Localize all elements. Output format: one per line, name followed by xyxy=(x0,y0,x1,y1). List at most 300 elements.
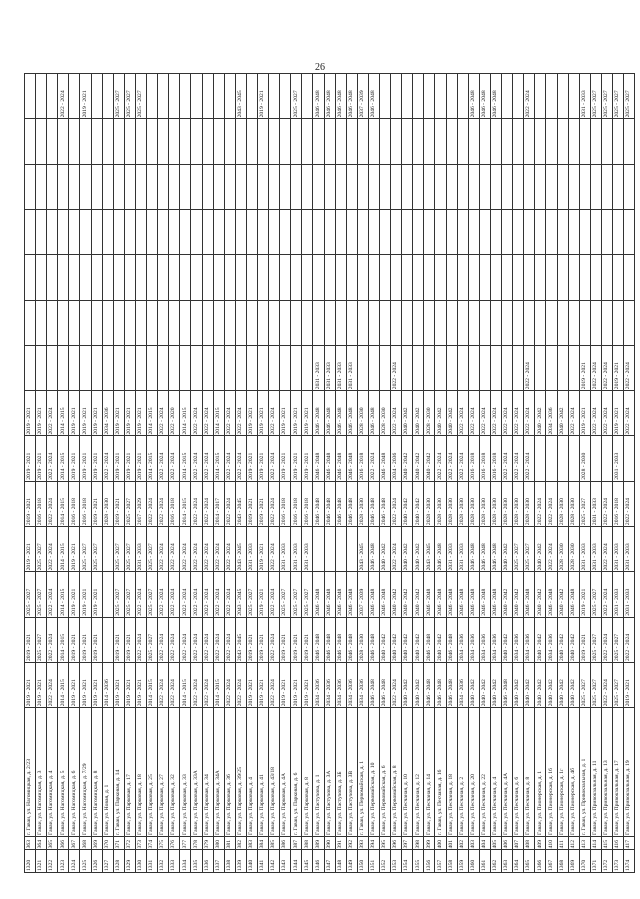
period-cell: 2043 - 2045 xyxy=(235,527,246,572)
period-cell: 2034 - 2036 xyxy=(546,391,557,436)
row-index-cell: 1350 xyxy=(357,850,368,873)
period-cell: 2034 - 2036 xyxy=(102,391,113,436)
period-cell xyxy=(158,300,169,345)
row-index-cell: 1348 xyxy=(335,850,346,873)
period-cell: 2022 - 2024 xyxy=(601,527,612,572)
period-cell: 2040 - 2042 xyxy=(402,662,413,707)
period-cell: 2025 - 2027 xyxy=(124,481,135,526)
period-cell: 2034 - 2036 xyxy=(457,617,468,662)
period-cell xyxy=(302,74,313,119)
period-cell: 2016 - 2018 xyxy=(468,436,479,481)
period-cell: 2019 - 2021 xyxy=(624,662,635,707)
period-cell: 2046 - 2048 xyxy=(424,572,435,617)
period-cell xyxy=(612,255,623,300)
period-cell: 2019 - 2021 xyxy=(257,662,268,707)
period-cell xyxy=(490,119,501,164)
row-index-cell: 1340 xyxy=(246,850,257,873)
period-cell xyxy=(579,210,590,255)
period-cell xyxy=(435,119,446,164)
period-cell: 2022 - 2024 xyxy=(202,527,213,572)
period-cell xyxy=(546,436,557,481)
period-cell xyxy=(169,74,180,119)
period-cell xyxy=(346,255,357,300)
period-cell: 2022 - 2024 xyxy=(391,662,402,707)
period-cell: 2014 - 2015 xyxy=(180,662,191,707)
row-index-cell: 1338 xyxy=(224,850,235,873)
period-cell: 2025 - 2027 xyxy=(590,662,601,707)
period-cell xyxy=(180,300,191,345)
address-cell: Гаваи, ул. Песчаная, д. 20 xyxy=(468,708,479,837)
row-index-cell: 1366 xyxy=(535,850,546,873)
period-cell: 2019 - 2021 xyxy=(280,662,291,707)
row-index-cell: 1374 xyxy=(624,850,635,873)
row-index-cell: 1362 xyxy=(490,850,501,873)
period-cell xyxy=(213,119,224,164)
period-cell: 2016 - 2018 xyxy=(612,481,623,526)
period-cell xyxy=(424,164,435,209)
period-cell: 2046 - 2048 xyxy=(568,572,579,617)
period-cell xyxy=(80,345,91,390)
table-body xyxy=(25,74,635,873)
period-cell: 2014 - 2015 xyxy=(180,391,191,436)
table-row xyxy=(413,74,424,873)
period-cell: 2022 - 2024 xyxy=(169,572,180,617)
row-number-cell: 366 xyxy=(58,836,69,849)
row-index-cell: 1359 xyxy=(457,850,468,873)
period-cell xyxy=(224,210,235,255)
period-cell: 2025 - 2027 xyxy=(147,617,158,662)
period-cell: 2040 - 2042 xyxy=(446,391,457,436)
period-cell xyxy=(346,164,357,209)
period-cell: 2022 - 2024 xyxy=(269,391,280,436)
period-cell: 2022 - 2024 xyxy=(624,617,635,662)
period-cell: 2031 - 2033 xyxy=(579,527,590,572)
period-cell xyxy=(513,119,524,164)
table-row xyxy=(502,74,513,873)
period-cell: 2014 - 2036 xyxy=(102,662,113,707)
table-row xyxy=(357,74,368,873)
period-cell: 2019 - 2021 xyxy=(69,391,80,436)
period-cell xyxy=(147,300,158,345)
period-cell: 2016 - 2018 xyxy=(36,481,47,526)
period-cell: 2022 - 2024 xyxy=(601,662,612,707)
row-number-cell: 414 xyxy=(590,836,601,849)
period-cell xyxy=(457,345,468,390)
period-cell xyxy=(147,345,158,390)
period-cell: 2022 - 2024 xyxy=(169,662,180,707)
table-row xyxy=(135,74,146,873)
period-cell xyxy=(302,164,313,209)
period-cell: 2014 - 2015 xyxy=(58,527,69,572)
period-cell xyxy=(590,300,601,345)
period-cell: 2019 - 2021 xyxy=(113,662,124,707)
row-number-cell: 402 xyxy=(457,836,468,849)
period-cell: 2019 - 2021 xyxy=(257,391,268,436)
period-cell: 2040 - 2042 xyxy=(513,662,524,707)
period-cell xyxy=(402,210,413,255)
period-cell xyxy=(135,255,146,300)
period-cell: 2025 - 2027 xyxy=(601,74,612,119)
period-cell xyxy=(424,255,435,300)
period-cell xyxy=(169,210,180,255)
period-cell xyxy=(113,345,124,390)
row-number-cell: 405 xyxy=(490,836,501,849)
period-cell: 2046 - 2048 xyxy=(368,662,379,707)
period-cell: 2019 - 2021 xyxy=(69,662,80,707)
period-cell xyxy=(413,74,424,119)
period-cell xyxy=(413,119,424,164)
period-cell xyxy=(113,119,124,164)
period-cell xyxy=(513,255,524,300)
period-cell: 2014 - 2015 xyxy=(213,391,224,436)
row-index-cell: 1353 xyxy=(391,850,402,873)
period-cell: 2019 - 2021 xyxy=(25,391,36,436)
period-cell: 2022 - 2024 xyxy=(158,391,169,436)
period-cell xyxy=(202,164,213,209)
row-index-cell: 1361 xyxy=(479,850,490,873)
address-cell: Гаваи, ул. Парковая, д. 25 xyxy=(147,708,158,837)
address-cell: Гаваи, ул. Нагомицкая, д. 3 xyxy=(36,708,47,837)
period-cell: 2022 - 2024 xyxy=(624,481,635,526)
period-cell: 2025 - 2027 xyxy=(124,572,135,617)
period-cell xyxy=(590,164,601,209)
row-number-cell: 375 xyxy=(158,836,169,849)
period-cell xyxy=(612,119,623,164)
period-cell: 2025 - 2027 xyxy=(246,572,257,617)
address-cell: г. Гаваи, ул. Парковая, д. 6 xyxy=(291,708,302,837)
period-cell xyxy=(446,164,457,209)
period-cell: 2040 - 2042 xyxy=(435,617,446,662)
period-cell xyxy=(91,74,102,119)
period-cell xyxy=(302,300,313,345)
row-index-cell: 1371 xyxy=(590,850,601,873)
row-number-cell: 407 xyxy=(513,836,524,849)
period-cell: 2037 - 2039 xyxy=(357,74,368,119)
period-cell: 2022 - 2024 xyxy=(546,481,557,526)
address-cell: Гаваи, ул. Привокзальная, д. 17 xyxy=(612,708,623,837)
period-cell xyxy=(413,255,424,300)
row-number-cell: 388 xyxy=(302,836,313,849)
period-cell: 2022 - 2024 xyxy=(224,391,235,436)
period-cell: 2025 - 2027 xyxy=(80,527,91,572)
table-row xyxy=(213,74,224,873)
period-cell xyxy=(202,255,213,300)
period-cell xyxy=(324,300,335,345)
period-cell xyxy=(158,210,169,255)
period-cell: 2031 - 2033 xyxy=(624,572,635,617)
period-cell: 2031 - 2033 xyxy=(579,74,590,119)
period-cell: 2046 - 2048 xyxy=(313,391,324,436)
period-cell xyxy=(147,74,158,119)
period-cell: 2019 - 2021 xyxy=(135,436,146,481)
row-number-cell: 365 xyxy=(47,836,58,849)
period-cell: 2040 - 2042 xyxy=(413,436,424,481)
period-cell: 2022 - 2024 xyxy=(47,617,58,662)
period-cell xyxy=(269,74,280,119)
period-cell: 2046 - 2048 xyxy=(335,572,346,617)
period-cell xyxy=(490,345,501,390)
address-cell: Гаваи, ул. Песчаная, д. 6 xyxy=(513,708,524,837)
row-index-cell: 1356 xyxy=(424,850,435,873)
period-cell xyxy=(380,345,391,390)
period-cell xyxy=(147,255,158,300)
address-cell: Гаваи, ул. Парковая, д. 4А xyxy=(280,708,291,837)
period-cell: 2022 - 2024 xyxy=(191,572,202,617)
address-cell: Гаваи, ул. Парковая, д. 4 xyxy=(246,708,257,837)
row-index-cell: 1343 xyxy=(280,850,291,873)
period-cell: 2031 - 2033 xyxy=(590,527,601,572)
period-cell xyxy=(169,345,180,390)
period-cell xyxy=(612,210,623,255)
period-cell xyxy=(612,300,623,345)
period-cell xyxy=(280,345,291,390)
period-cell: 2034 - 2036 xyxy=(324,662,335,707)
period-cell xyxy=(158,74,169,119)
period-cell xyxy=(25,255,36,300)
period-cell xyxy=(36,164,47,209)
period-cell: 2022 - 2024 xyxy=(391,481,402,526)
period-cell xyxy=(213,300,224,345)
row-number-cell: 404 xyxy=(479,836,490,849)
period-cell: 2019 - 2021 xyxy=(302,391,313,436)
period-cell: 2028 - 2030 xyxy=(102,481,113,526)
period-cell: 2040 - 2042 xyxy=(535,662,546,707)
period-cell: 2016 - 2018 xyxy=(280,481,291,526)
row-index-cell: 1342 xyxy=(269,850,280,873)
row-index-cell: 1335 xyxy=(191,850,202,873)
row-number-cell: 377 xyxy=(180,836,191,849)
period-cell: 2046 - 2048 xyxy=(324,436,335,481)
address-cell: Гаваи, ул. Песчаная, д. 4 xyxy=(490,708,501,837)
period-cell xyxy=(246,210,257,255)
period-cell: 2022 - 2024 xyxy=(513,436,524,481)
period-cell: 2019 - 2021 xyxy=(302,617,313,662)
row-number-cell: 385 xyxy=(269,836,280,849)
period-cell xyxy=(102,300,113,345)
period-cell: 2022 - 2024 xyxy=(568,391,579,436)
period-cell: 2025 - 2027 xyxy=(124,527,135,572)
row-index-cell: 1344 xyxy=(291,850,302,873)
period-cell: 2025 - 2027 xyxy=(590,74,601,119)
row-index-cell: 1339 xyxy=(235,850,246,873)
period-cell: 2031 - 2033 xyxy=(612,527,623,572)
period-cell: 2014 - 2015 xyxy=(180,481,191,526)
address-cell: Гаваи, ул. Песчаная, д. 8 xyxy=(524,708,535,837)
period-cell xyxy=(47,345,58,390)
period-cell xyxy=(80,255,91,300)
period-cell xyxy=(324,164,335,209)
period-cell: 2022 - 2024 xyxy=(524,74,535,119)
row-number-cell: 363 xyxy=(25,836,36,849)
period-cell: 2019 - 2021 xyxy=(280,436,291,481)
period-cell: 2014 - 2015 xyxy=(58,662,69,707)
period-cell: 2019 - 2021 xyxy=(91,436,102,481)
address-cell: г. Гаваи, ул. Песчаная, д. 16 xyxy=(435,708,446,837)
period-cell: 2031 - 2033 xyxy=(590,481,601,526)
address-cell: Гаваи, ул. Песчаная, д. 14 xyxy=(424,708,435,837)
table-row xyxy=(468,74,479,873)
period-cell: 2046 - 2048 xyxy=(335,74,346,119)
row-index-cell: 1322 xyxy=(47,850,58,873)
period-cell: 2022 - 2024 xyxy=(224,662,235,707)
period-cell: 2028 - 2030 xyxy=(468,481,479,526)
period-cell: 2025 - 2027 xyxy=(612,662,623,707)
period-cell: 2046 - 2048 xyxy=(479,527,490,572)
period-cell xyxy=(124,210,135,255)
period-cell xyxy=(102,255,113,300)
period-cell xyxy=(402,74,413,119)
table-row xyxy=(25,74,36,873)
period-cell: 2022 - 2024 xyxy=(269,436,280,481)
period-cell xyxy=(546,164,557,209)
period-cell: 2031 - 2033 xyxy=(302,527,313,572)
period-cell: 2034 - 2036 xyxy=(335,662,346,707)
period-cell: 2019 - 2021 xyxy=(91,572,102,617)
period-cell: 2046 - 2048 xyxy=(346,74,357,119)
period-cell xyxy=(36,300,47,345)
period-cell xyxy=(91,300,102,345)
period-cell: 2040 - 2042 xyxy=(524,662,535,707)
row-number-cell: 378 xyxy=(191,836,202,849)
repair-schedule-table xyxy=(24,73,635,873)
period-cell: 2022 - 2024 xyxy=(502,391,513,436)
period-cell: 2046 - 2048 xyxy=(368,74,379,119)
period-cell xyxy=(335,300,346,345)
period-cell xyxy=(257,345,268,390)
period-cell: 2022 - 2024 xyxy=(202,662,213,707)
table-row xyxy=(380,74,391,873)
table-row xyxy=(202,74,213,873)
period-cell: 2019 - 2021 xyxy=(25,662,36,707)
period-cell xyxy=(158,119,169,164)
period-cell xyxy=(468,255,479,300)
address-cell: Гаваи, ул. Привокзальная, д. 11 xyxy=(590,708,601,837)
address-cell: Гаваи, ул. Нагомицкая, д. 7/29 xyxy=(80,708,91,837)
period-cell: 2043 - 2045 xyxy=(357,527,368,572)
period-cell xyxy=(102,119,113,164)
period-cell: 2019 - 2021 xyxy=(257,527,268,572)
row-number-cell: 396 xyxy=(391,836,402,849)
row-number-cell: 412 xyxy=(568,836,579,849)
period-cell: 2025 - 2027 xyxy=(36,527,47,572)
row-index-cell: 1336 xyxy=(202,850,213,873)
period-cell: 2019 - 2021 xyxy=(69,436,80,481)
period-cell xyxy=(80,210,91,255)
period-cell: 2019 - 2021 xyxy=(291,391,302,436)
period-cell xyxy=(391,255,402,300)
period-cell: 2046 - 2048 xyxy=(380,572,391,617)
period-cell: 2031 - 2033 xyxy=(346,345,357,390)
period-cell xyxy=(224,119,235,164)
row-number-cell: 383 xyxy=(246,836,257,849)
period-cell xyxy=(269,210,280,255)
period-cell: 2022 - 2024 xyxy=(601,345,612,390)
period-cell: 2028 - 2030 xyxy=(380,391,391,436)
period-cell xyxy=(524,164,535,209)
row-number-cell: 399 xyxy=(424,836,435,849)
table-row xyxy=(191,74,202,873)
period-cell xyxy=(124,345,135,390)
table-row xyxy=(624,74,635,873)
period-cell: 2034 - 2036 xyxy=(357,662,368,707)
address-cell: Гаваи, ул. Пионерская, д. 4б xyxy=(568,708,579,837)
period-cell: 2046 - 2048 xyxy=(457,572,468,617)
period-cell xyxy=(624,436,635,481)
period-cell: 2040 - 2042 xyxy=(380,617,391,662)
address-cell: Гаваи, ул. Привокзальная, д. 13 xyxy=(601,708,612,837)
table-row xyxy=(180,74,191,873)
period-cell: 2019 - 2021 xyxy=(36,662,47,707)
period-cell: 2025 - 2027 xyxy=(590,617,601,662)
period-cell: 2014 - 2015 xyxy=(147,391,158,436)
period-cell: 2046 - 2048 xyxy=(324,74,335,119)
address-cell: Гаваи, ул. Пастухова, д. 1 xyxy=(313,708,324,837)
period-cell xyxy=(457,210,468,255)
period-cell: 2028 - 2030 xyxy=(490,481,501,526)
period-cell xyxy=(147,164,158,209)
period-cell xyxy=(36,345,47,390)
address-cell: Гаваи, ул. Новая, д. 1 xyxy=(102,708,113,837)
period-cell xyxy=(280,210,291,255)
address-cell: г. Гаваи, ул. Нагомицкая, д. 2/23 xyxy=(25,708,36,837)
period-cell: 2040 - 2042 xyxy=(557,391,568,436)
period-cell xyxy=(502,164,513,209)
period-cell: 2022 - 2024 xyxy=(269,617,280,662)
row-number-cell: 413 xyxy=(579,836,590,849)
period-cell xyxy=(257,300,268,345)
period-cell: 2022 - 2024 xyxy=(47,662,58,707)
period-cell: 2022 - 2024 xyxy=(269,481,280,526)
table-row xyxy=(568,74,579,873)
period-cell xyxy=(191,74,202,119)
period-cell xyxy=(380,74,391,119)
period-cell: 2016 - 2018 xyxy=(357,436,368,481)
row-index-cell: 1347 xyxy=(324,850,335,873)
period-cell: 2025 - 2027 xyxy=(113,572,124,617)
period-cell xyxy=(235,210,246,255)
address-cell: г. Гаваи, ул. Привокзальная, д. 1 xyxy=(579,708,590,837)
period-cell: 2022 - 2024 xyxy=(169,617,180,662)
period-cell: 2025 - 2027 xyxy=(91,527,102,572)
period-cell xyxy=(257,210,268,255)
period-cell xyxy=(191,164,202,209)
period-cell xyxy=(91,255,102,300)
period-cell: 2022 - 2024 xyxy=(457,436,468,481)
row-index-cell: 1324 xyxy=(69,850,80,873)
period-cell xyxy=(25,345,36,390)
period-cell: 2031 - 2033 xyxy=(457,527,468,572)
period-cell: 2019 - 2021 xyxy=(612,391,623,436)
period-cell xyxy=(124,300,135,345)
period-cell xyxy=(124,255,135,300)
period-cell: 2034 - 2036 xyxy=(513,617,524,662)
period-cell: 2046 - 2048 xyxy=(368,617,379,662)
period-cell xyxy=(457,164,468,209)
period-cell: 2028 - 2030 xyxy=(502,481,513,526)
period-cell xyxy=(291,300,302,345)
period-cell xyxy=(335,119,346,164)
period-cell xyxy=(624,210,635,255)
period-cell xyxy=(402,164,413,209)
period-cell xyxy=(502,74,513,119)
period-cell xyxy=(424,300,435,345)
period-cell: 2034 - 2036 xyxy=(346,662,357,707)
row-index-cell: 1328 xyxy=(113,850,124,873)
period-cell xyxy=(479,345,490,390)
address-cell: Гаваи, ул. Пионерская, д. 1г xyxy=(557,708,568,837)
period-cell xyxy=(601,300,612,345)
period-cell xyxy=(269,345,280,390)
